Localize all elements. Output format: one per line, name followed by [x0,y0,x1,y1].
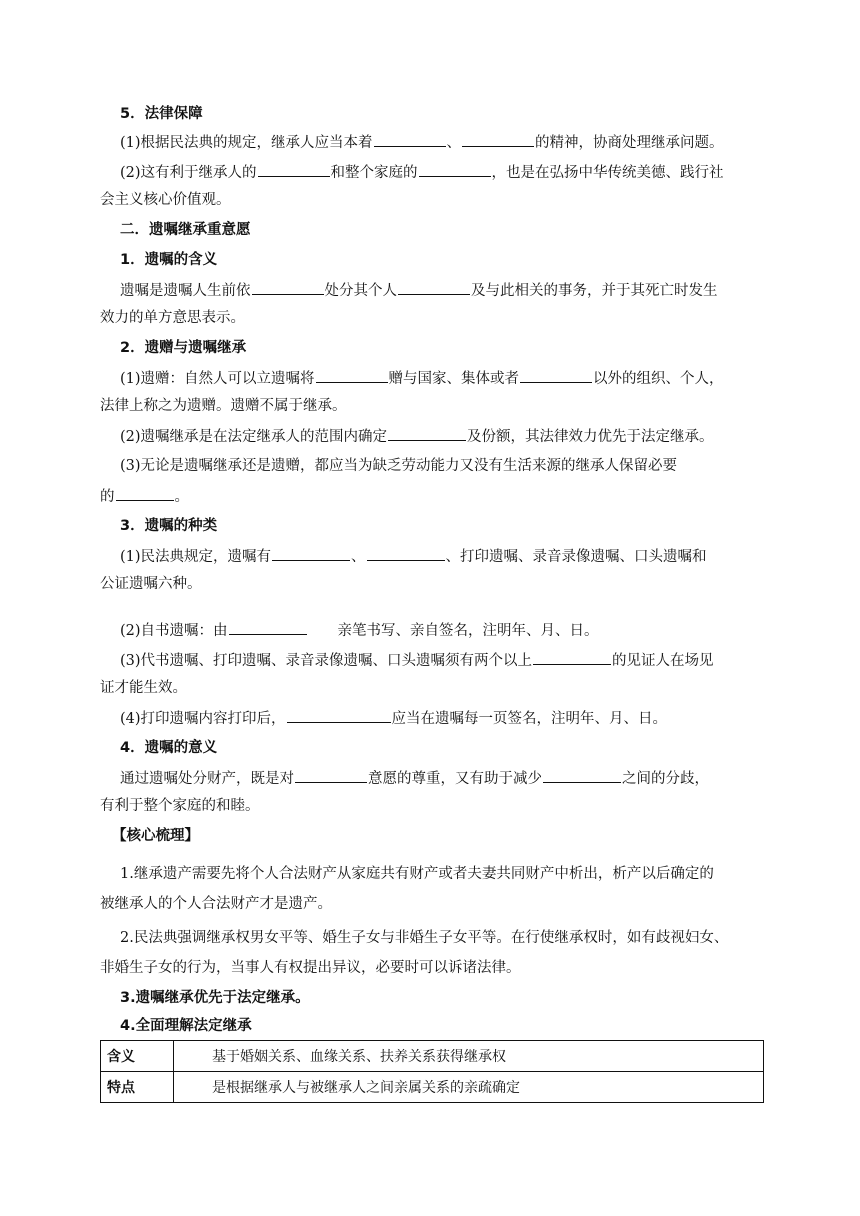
paragraph: (2)遗嘱继承是在法定继承人的范围内确定 及份额，其法律效力优先于法定继承。 [120,426,786,447]
fill-blank[interactable] [116,486,174,501]
statutory-inheritance-table [100,1040,764,1103]
paragraph-continuation: 效力的单方意思表示。 [100,310,245,326]
fill-blank[interactable] [287,708,391,723]
paragraph: (4)打印遗嘱内容打印后， 应当在遗嘱每一页签名，注明年、月、日。 [120,708,786,729]
subsection-heading: 2．遗赠与遗嘱继承 [120,340,247,356]
core-point-3: 3.遗嘱继承优先于法定继承。 [120,990,310,1006]
paragraph: (1)民法典规定，遗嘱有 、 、打印遗嘱、录音录像遗嘱、口头遗嘱和 [120,546,786,567]
section-5-heading: 5．法律保障 [120,106,203,122]
paragraph: (1)根据民法典的规定，继承人应当本着 、 的精神，协商处理继承问题。 [120,132,786,153]
paragraph-continuation: 法律上称之为遗赠。遗赠不属于继承。 [100,398,347,414]
fill-blank[interactable] [419,162,491,177]
fill-blank[interactable] [388,426,466,441]
paragraph-continuation: 被继承人的个人合法财产才是遗产。 [100,896,332,912]
subsection-heading: 3．遗嘱的种类 [120,518,218,534]
paragraph-continuation: 非婚生子女的行为，当事人有权提出异议，必要时可以诉诸法律。 [100,960,521,976]
fill-blank[interactable] [462,132,534,147]
core-point-4: 4.全面理解法定继承 [120,1018,252,1034]
paragraph-continuation: 会主义核心价值观。 [100,192,231,208]
table-row [101,1041,764,1072]
fill-blank[interactable] [374,132,446,147]
paragraph-continuation: 的 。 [100,486,766,507]
table-key: 含义 [101,1041,174,1072]
section-heading: 二．遗嘱继承重意愿 [120,222,251,238]
paragraph: (2)自书遗嘱：由 亲笔书写、亲自签名，注明年、月、日。 [120,620,786,641]
paragraph: (3)无论是遗嘱继承还是遗赠，都应当为缺乏劳动能力又没有生活来源的继承人保留必要 [120,458,678,474]
table-row [101,1072,764,1103]
fill-blank[interactable] [520,368,592,383]
core-point-1: 1.继承遗产需要先将个人合法财产从家庭共有财产或者夫妻共同财产中析出，析产以后确定的 [120,866,714,882]
table-value: 基于婚姻关系、血缘关系、扶养关系获得继承权 [174,1041,764,1072]
table-key: 特点 [101,1072,174,1103]
paragraph: 遗嘱是遗嘱人生前依 处分其个人 及与此相关的事务，并于其死亡时发生 [120,280,786,301]
fill-blank[interactable] [252,280,324,295]
core-point-2: 2.民法典强调继承权男女平等、婚生子女与非婚生子女平等。在行使继承权时，如有歧视妇女、 [120,930,729,946]
paragraph: 通过遗嘱处分财产，既是对 意愿的尊重，又有助于减少 之间的分歧， [120,768,786,789]
fill-blank[interactable] [398,280,470,295]
table-value: 是根据继承人与被继承人之间亲属关系的亲疏确定 [174,1072,764,1103]
paragraph-continuation: 有利于整个家庭的和睦。 [100,798,260,814]
paragraph: (3)代书遗嘱、打印遗嘱、录音录像遗嘱、口头遗嘱须有两个以上 的见证人在场见 [120,650,786,671]
fill-blank[interactable] [367,546,445,561]
fill-blank[interactable] [316,368,388,383]
paragraph: (2)这有利于继承人的 和整个家庭的 ，也是在弘扬中华传统美德、践行社 [120,162,786,183]
fill-blank[interactable] [272,546,350,561]
paragraph-continuation: 证才能生效。 [100,680,187,696]
fill-blank[interactable] [543,768,621,783]
fill-blank[interactable] [229,620,307,635]
paragraph-continuation: 公证遗嘱六种。 [100,576,202,592]
core-heading: 【核心梳理】 [112,828,199,844]
paragraph: (1)遗赠：自然人可以立遗嘱将 赠与国家、集体或者 以外的组织、个人， [120,368,786,389]
subsection-heading: 4．遗嘱的意义 [120,740,218,756]
fill-blank[interactable] [533,650,611,665]
fill-blank[interactable] [295,768,367,783]
fill-blank[interactable] [258,162,330,177]
subsection-heading: 1．遗嘱的含义 [120,252,218,268]
